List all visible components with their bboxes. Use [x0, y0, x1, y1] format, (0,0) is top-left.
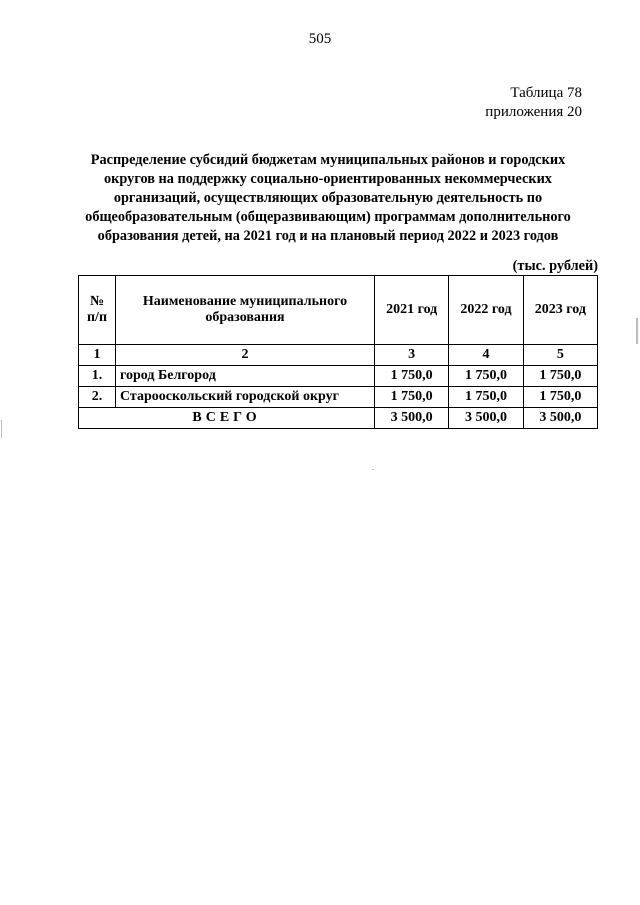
page-number: 505: [308, 31, 332, 47]
header-name: Наименование муниципального образования: [116, 276, 375, 345]
value-2022: 1 750,0: [449, 387, 523, 408]
table-reference: [485, 84, 582, 122]
column-index-row: [79, 345, 598, 366]
table-row: [79, 387, 598, 408]
municipality-name: город Белгород: [116, 366, 375, 387]
column-index: 1: [79, 345, 116, 366]
table-header-row: [79, 276, 598, 345]
table-number: Таблица 78: [510, 85, 582, 101]
column-index: 2: [116, 345, 375, 366]
value-2023: 1 750,0: [523, 387, 597, 408]
subsidies-table: [78, 275, 598, 429]
value-2021: 1 750,0: [375, 387, 449, 408]
title-line: округов на поддержку социально-ориентированных некоммерческих: [104, 171, 552, 187]
title-line: Распределение субсидий бюджетам муниципальных районов и городских: [90, 152, 566, 168]
value-2023: 1 750,0: [523, 366, 597, 387]
document-title: [62, 151, 594, 246]
header-2021: 2021 год: [375, 276, 449, 345]
municipality-name: Старооскольский городской округ: [116, 387, 375, 408]
value-2021: 1 750,0: [375, 366, 449, 387]
total-label: ВСЕГО: [79, 408, 375, 429]
total-row: [79, 408, 598, 429]
row-number: 1.: [79, 366, 116, 387]
table-row: [79, 366, 598, 387]
total-2023: 3 500,0: [523, 408, 597, 429]
title-line: образования детей, на 2021 год и на плановый период 2022 и 2023 годов: [97, 228, 559, 244]
header-2022: 2022 год: [449, 276, 523, 345]
column-index: 3: [375, 345, 449, 366]
total-2022: 3 500,0: [449, 408, 523, 429]
column-index: 5: [523, 345, 597, 366]
total-2021: 3 500,0: [375, 408, 449, 429]
column-index: 4: [449, 345, 523, 366]
header-2023: 2023 год: [523, 276, 597, 345]
row-number: 2.: [79, 387, 116, 408]
title-line: организаций, осуществляющих образовательную деятельность по: [113, 190, 543, 206]
scan-edge-mark: [636, 318, 638, 344]
scan-speck: [372, 469, 374, 470]
value-2022: 1 750,0: [449, 366, 523, 387]
title-line: общеобразовательным (общеразвивающим) программам дополнительного: [85, 209, 571, 225]
header-num: № п/п: [79, 276, 116, 345]
scan-edge-mark: [1, 420, 2, 438]
appendix-number: приложения 20: [485, 104, 582, 120]
units-label: (тыс. рублей): [512, 258, 598, 274]
